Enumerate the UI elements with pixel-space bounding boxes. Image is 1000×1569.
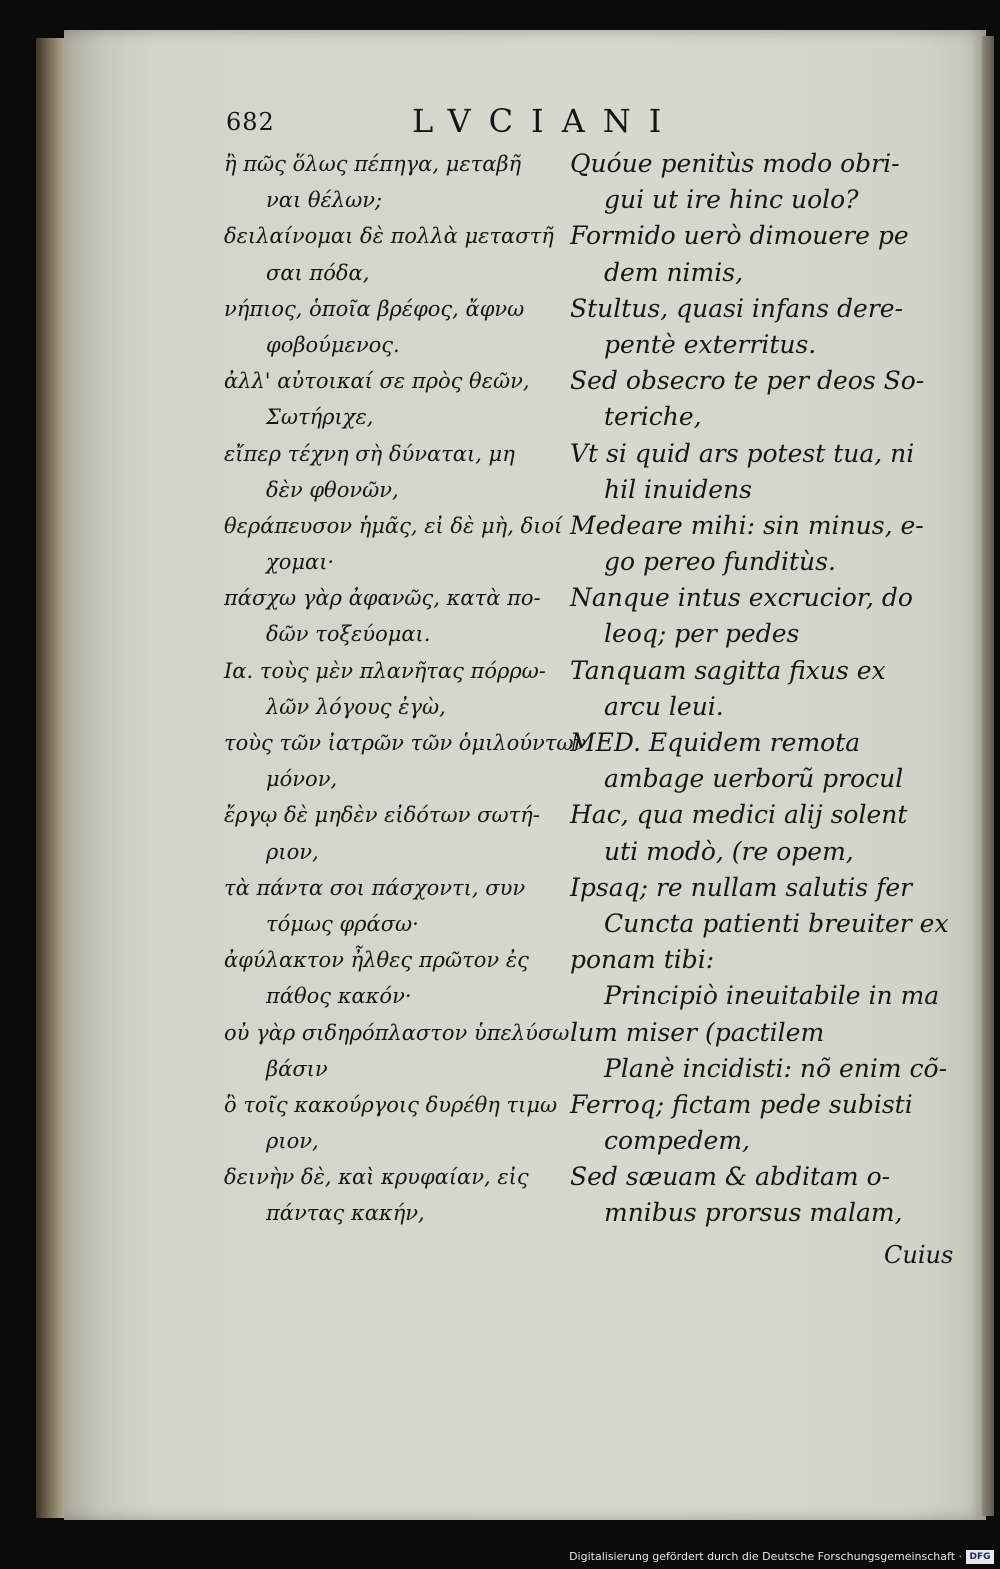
- latin-text-line: hil inuidens: [604, 474, 752, 504]
- latin-text-line: Tanquam sagitta fixus ex: [570, 655, 886, 685]
- greek-text-line: πάθος κακόν·: [266, 984, 412, 1009]
- latin-text-line: dem nimis,: [604, 257, 744, 287]
- latin-text-line: Stultus, quasi infans dere-: [570, 293, 904, 323]
- greek-text-line: σαι πόδα,: [266, 260, 370, 285]
- latin-text-line: Ipsaq; re nullam salutis fer: [570, 872, 913, 902]
- latin-text-line: Sed sæuam & abditam o-: [570, 1162, 891, 1192]
- page-number: 682: [226, 108, 275, 136]
- latin-text-line: Planè incidisti: nõ enim cõ-: [604, 1053, 948, 1083]
- latin-text-line: Vt si quid ars potest tua, ni: [570, 438, 915, 468]
- latin-text-line: mnibus prorsus malam,: [604, 1198, 903, 1228]
- greek-text-line: Ια. τοὺς μὲν πλανῆτας πόρρω-: [224, 658, 546, 683]
- greek-text-column: [224, 146, 614, 1232]
- latin-text-column: [570, 146, 950, 1232]
- greek-text-line: χομαι·: [266, 550, 335, 575]
- greek-text-line: Σωτήριχε,: [266, 405, 374, 430]
- latin-text-line: Principiò ineuitabile in ma: [604, 981, 940, 1011]
- greek-text-line: ἢ πῶς ὅλως πέπηγα, μεταβῆ: [224, 152, 522, 176]
- latin-text-line: teriche,: [604, 402, 702, 432]
- latin-text-line: Nanque intus excrucior, do: [570, 583, 913, 613]
- latin-text-line: Cuncta patienti breuiter ex: [604, 908, 949, 938]
- greek-text-line: τοὺς τῶν ἰατρῶν τῶν ὁμιλούντων: [224, 731, 587, 755]
- latin-text-line: Medeare mihi: sin minus, e-: [570, 510, 924, 540]
- latin-text-line: ponam tibi:: [570, 945, 715, 975]
- latin-text-line: Ferroq; fictam pede subisti: [570, 1089, 913, 1119]
- greek-text-line: πάντας κακήν,: [266, 1201, 425, 1226]
- greek-text-line: τόμως φράσω·: [266, 911, 419, 936]
- greek-text-line: δειλαίνομαι δὲ πολλὰ μεταστῆ: [224, 224, 554, 249]
- latin-text-line: gui ut ire hinc uolo?: [604, 185, 859, 215]
- greek-text-line: φοβούμενος.: [266, 332, 400, 357]
- page-header: [0, 100, 1000, 144]
- latin-text-line: MED. Equidem remota: [570, 728, 861, 757]
- greek-text-line: ἔργῳ δὲ μηδὲν εἰδότων σωτή-: [224, 803, 540, 828]
- latin-text-line: leoq; per pedes: [604, 619, 800, 649]
- greek-text-line: δὲν φθονῶν,: [266, 477, 399, 502]
- latin-text-line: uti modò, (re opem,: [604, 836, 854, 866]
- greek-text-line: θεράπευσον ἡμᾶς, εἰ δὲ μὴ, διοί: [224, 513, 563, 538]
- greek-text-line: νήπιος, ὁποῖα βρέφος, ἄφνω: [224, 296, 525, 321]
- greek-text-line: ὃ τοῖς κακούργοις δυρέθη τιμω: [224, 1092, 558, 1117]
- greek-text-line: εἴπερ τέχνη σὴ δύναται, μη: [224, 441, 515, 466]
- page-fore-edge: [982, 36, 994, 1516]
- greek-text-line: δῶν τοξεύομαι.: [266, 622, 431, 647]
- latin-text-line: Hac, qua medici alij solent: [570, 800, 908, 830]
- greek-text-line: πάσχω γὰρ ἀφανῶς, κατὰ πο-: [224, 586, 541, 611]
- latin-text-line: Sed obsecro te per deos So-: [570, 366, 925, 396]
- digitization-credit: Digitalisierung gefördert durch die Deutsche Forschungsgemeinschaft ·: [569, 1550, 962, 1563]
- latin-text-line: ambage uerborũ procul: [604, 764, 904, 794]
- greek-text-line: τὰ πάντα σοι πάσχοντι, συν: [224, 875, 526, 900]
- book-spine: [36, 38, 66, 1518]
- footer-bar: [0, 1543, 1000, 1569]
- running-head: LVCIANI: [412, 102, 680, 140]
- greek-text-line: βάσιν: [266, 1056, 328, 1081]
- greek-text-line: ἀλλ' αὐτοικαί σε πρὸς θεῶν,: [224, 369, 530, 394]
- greek-text-line: ἀφύλακτον ἦλθες πρῶτον ἐς: [224, 948, 529, 973]
- greek-text-line: ναι θέλων;: [266, 188, 383, 213]
- latin-text-line: Formido uerò dimouere pe: [570, 221, 909, 251]
- greek-text-line: μόνον,: [266, 767, 338, 792]
- greek-text-line: ριον,: [266, 839, 319, 864]
- latin-text-line: lum miser (pactilem: [570, 1017, 825, 1047]
- greek-text-line: οὐ γὰρ σιδηρόπλαστον ὑπελύσω: [224, 1020, 570, 1045]
- latin-text-line: pentè exterritus.: [604, 329, 817, 359]
- greek-text-line: δεινὴν δὲ, καὶ κρυφαίαν, εἰς: [224, 1165, 529, 1190]
- greek-text-line: ριον,: [266, 1129, 319, 1154]
- greek-text-line: λῶν λόγους ἐγὼ,: [266, 694, 446, 719]
- latin-text-line: go pereo funditùs.: [604, 547, 836, 577]
- latin-text-line: compedem,: [604, 1126, 751, 1156]
- latin-text-line: Quóue penitùs modo obri-: [570, 149, 900, 178]
- catchword: Cuius: [884, 1241, 954, 1269]
- latin-text-line: arcu leui.: [604, 691, 724, 721]
- dfg-logo: DFG: [966, 1550, 994, 1564]
